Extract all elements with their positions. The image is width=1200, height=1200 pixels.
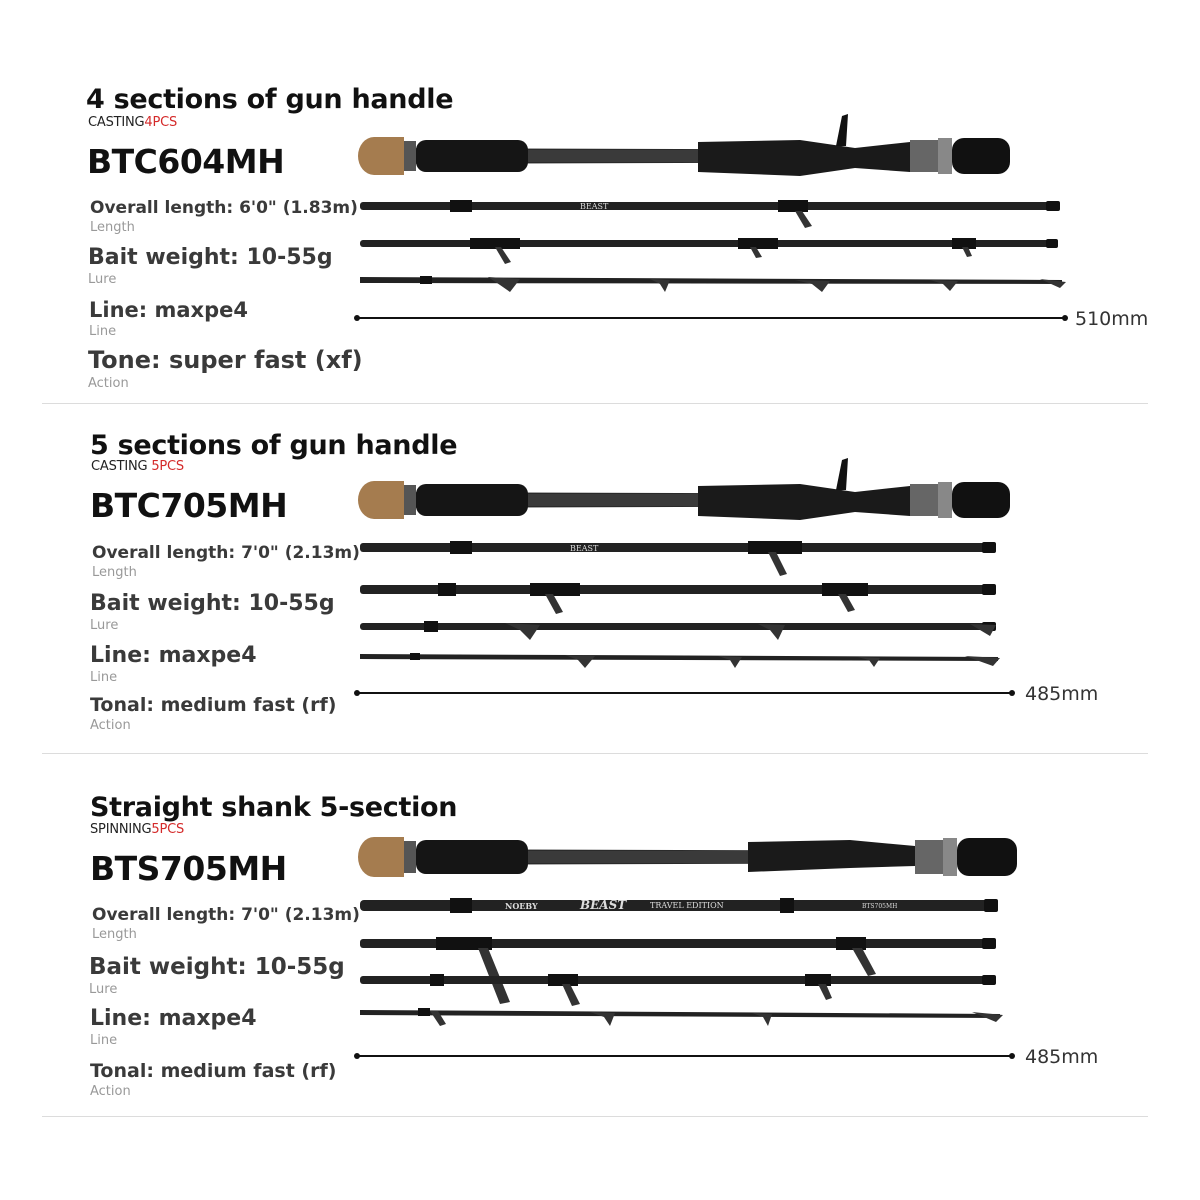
spec-length-caption: Length: [92, 927, 137, 942]
spec-line-caption: Line: [90, 670, 118, 685]
section-divider-3: [42, 1116, 1148, 1117]
measure-label: 510mm: [1075, 308, 1149, 330]
spec-action-value: Tonal: medium fast (rf): [90, 694, 337, 716]
measure-label: 485mm: [1025, 1046, 1099, 1068]
measure-label: 485mm: [1025, 683, 1099, 705]
model-number: BTC604MH: [87, 142, 285, 181]
rod-blank-4: [360, 1008, 1003, 1026]
spec-length-caption: Length: [92, 565, 137, 580]
spec-bait-value: Bait weight: 10-55g: [89, 954, 345, 980]
rod-type: SPINNING: [90, 822, 152, 837]
spec-action-caption: Action: [88, 376, 129, 391]
rod-blank-1: [360, 898, 998, 913]
svg-text:BEAST: BEAST: [580, 202, 609, 211]
spec-action-value: Tonal: medium fast (rf): [90, 1060, 337, 1082]
svg-text:BEAST: BEAST: [570, 544, 599, 553]
spec-action-caption: Action: [90, 1084, 131, 1099]
rod-handle: [358, 837, 1017, 877]
spec-length-value: Overall length: 6'0" (1.83m): [90, 198, 358, 218]
model-number: BTC705MH: [90, 486, 288, 525]
rod-blank-2: [360, 937, 996, 1004]
spec-line-value: Line: maxpe4: [89, 298, 248, 322]
spec-length-value: Overall length: 7'0" (2.13m): [92, 905, 360, 925]
section-title: Straight shank 5-section: [90, 792, 458, 823]
spec-length-value: Overall length: 7'0" (2.13m): [92, 543, 360, 563]
blank-model-print: BTS705MH: [862, 903, 898, 910]
model-number: BTS705MH: [90, 849, 287, 888]
length-measure-line: [357, 1055, 1012, 1057]
spec-bait-caption: Lure: [90, 618, 119, 633]
rod-type: CASTING: [88, 115, 145, 130]
spec-length-caption: Length: [90, 220, 135, 235]
blank-series-print: BEAST: [580, 898, 627, 912]
rod-type: CASTING: [91, 459, 148, 474]
rod-blank-3: [360, 974, 996, 1006]
piece-count: 4PCS: [144, 115, 178, 130]
spec-line-value: Line: maxpe4: [90, 643, 257, 668]
section-title: 4 sections of gun handle: [86, 84, 454, 115]
section-title: 5 sections of gun handle: [90, 430, 458, 461]
spec-line-caption: Line: [90, 1033, 118, 1048]
blank-brand-print: NOEBY: [505, 901, 538, 911]
spec-action-caption: Action: [90, 718, 131, 733]
spec-action-value: Tone: super fast (xf): [88, 346, 363, 374]
spec-bait-caption: Lure: [88, 272, 117, 287]
piece-count: 5PCS: [151, 822, 185, 837]
spec-bait-value: Bait weight: 10-55g: [90, 591, 335, 616]
spec-line-caption: Line: [89, 324, 117, 339]
blank-edition-print: TRAVEL EDITION: [650, 901, 724, 910]
spec-bait-value: Bait weight: 10-55g: [88, 245, 333, 270]
spec-bait-caption: Lure: [89, 982, 118, 997]
spec-line-value: Line: maxpe4: [90, 1006, 257, 1031]
piece-count: 5PCS: [151, 459, 184, 474]
